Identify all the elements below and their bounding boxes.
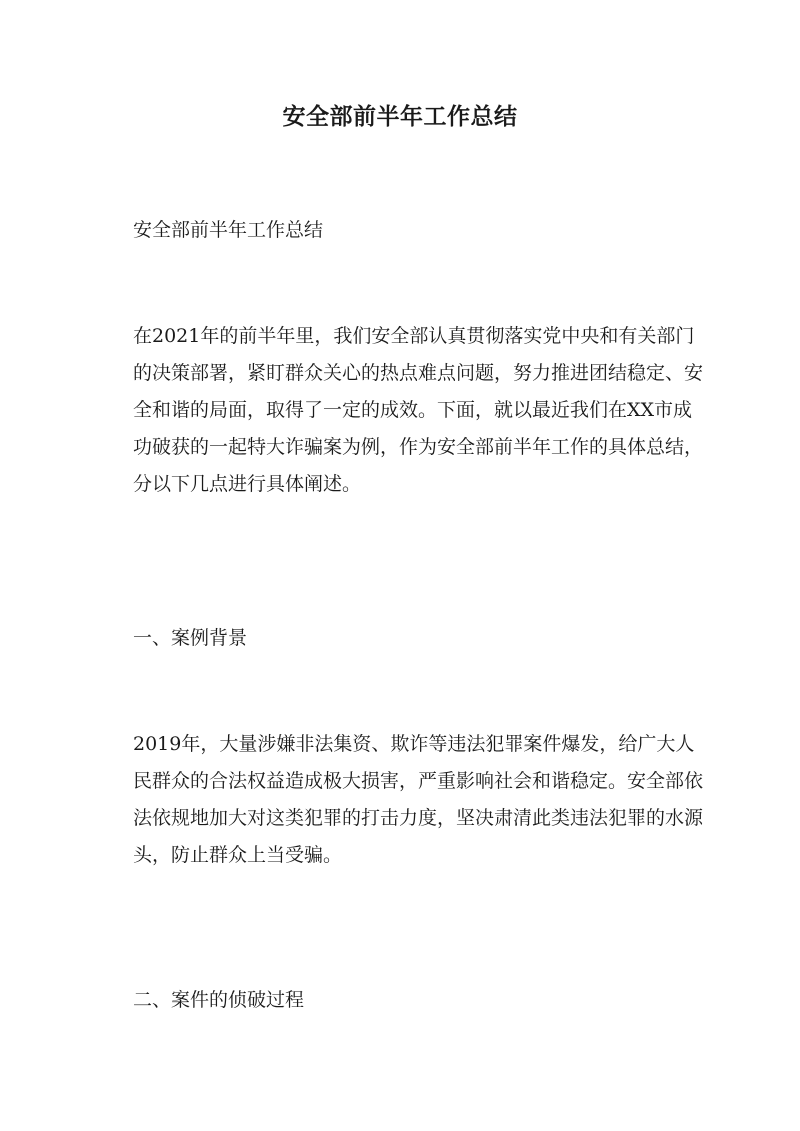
document-subtitle: 安全部前半年工作总结 — [133, 219, 324, 241]
section-heading-background: 一、案例背景 — [133, 627, 248, 649]
background-paragraph: 2019年，大量涉嫌非法集资、欺诈等违法犯罪案件爆发，给广大人民群众的合法权益造成极大损害，严重影响社会和谐稳定。安全部依法依规地加大对这类犯罪的打击力度，坚决肃清此类违法犯罪的水源头，防止群众上当受骗。 — [133, 733, 704, 866]
section-heading-investigation: 二、案件的侦破过程 — [133, 989, 305, 1011]
document-title: 安全部前半年工作总结 — [282, 103, 518, 130]
intro-paragraph: 在2021年的前半年里，我们安全部认真贯彻落实党中央和有关部门的决策部署，紧盯群众关心的热点难点问题，努力推进团结稳定、安全和谐的局面，取得了一定的成效。下面，就以最近我们在XX市成功破获的一起特大诈骗案为例，作为安全部前半年工作的具体总结，分以下几点进行具体阐述。 — [133, 325, 704, 495]
